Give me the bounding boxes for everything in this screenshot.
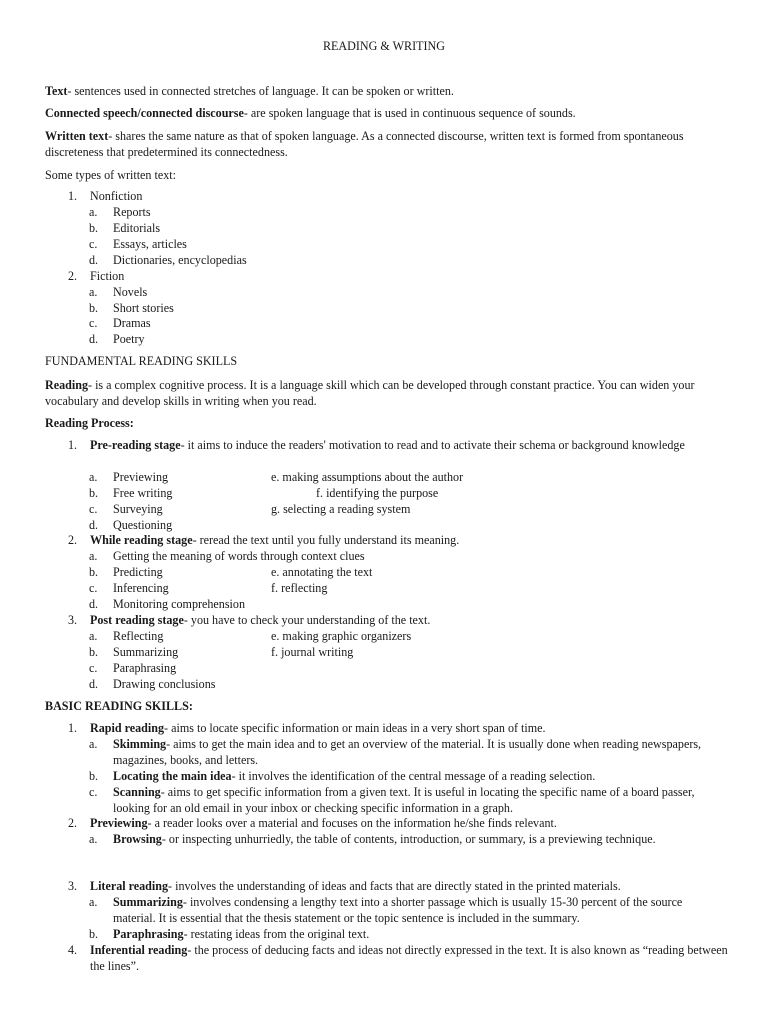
list-number: 1. [68,721,78,735]
list-letter: b. [89,927,99,941]
list-number: 2. [68,269,78,283]
list-letter: a. [89,285,98,299]
list-number: 2. [68,816,78,830]
list-letter: c. [89,316,98,330]
definition-reading [45,377,725,409]
list-number: 1. [68,189,78,203]
stage-text [90,532,459,548]
sub-skill-term: Summarizing [113,895,183,909]
list-letter: b. [89,221,99,235]
definition-term: Reading [45,378,89,392]
sub-skill-text [113,784,713,816]
list-item-col2: f. identifying the purpose [316,486,439,500]
list-letter: c. [89,581,98,595]
skill-text [90,942,730,974]
list-text: Monitoring comprehension [113,597,246,611]
list-text: Reflecting [113,629,164,643]
definition-term: Written text [45,129,109,143]
list-letter: a. [89,737,98,751]
list-number: 3. [68,879,78,893]
stage-text [90,437,720,453]
list-letter: d. [89,253,99,267]
list-letter: c. [89,237,98,251]
list-item-col2: e. annotating the text [271,565,373,579]
list-text: Questioning [113,518,173,532]
list-item-col2: g. selecting a reading system [271,502,411,516]
list-letter: c. [89,785,98,799]
sub-skill-term: Paraphrasing [113,927,184,941]
sub-skill-term: Skimming [113,737,167,751]
definition-body: - is a complex cognitive process. It is a language skill which can be developed through constant practice. You can widen your vocabulary and develop skills in writing when you read. [45,378,695,408]
sub-skill-term: Browsing [113,832,162,846]
definition-connected-speech [45,105,725,121]
list-letter: d. [89,332,99,346]
list-item-col2: e. making graphic organizers [271,629,412,643]
list-text: Paraphrasing [113,661,177,675]
skill-term: Previewing [90,816,148,830]
list-letter: c. [89,502,98,516]
section-heading-fundamental: FUNDAMENTAL READING SKILLS [45,354,238,368]
sub-skill-body: - aims to get the main idea and to get an overview of the material. It is usually done when reading newspapers, magazines, books, and letters. [113,737,702,767]
stage-term: Post reading stage [90,613,184,627]
definition-text [45,83,725,99]
list-text: Getting the meaning of words through context clues [113,549,365,563]
sub-skill-term: Scanning [113,785,161,799]
list-text: Predicting [113,565,163,579]
list-text: Drawing conclusions [113,677,216,691]
list-text: Poetry [113,332,145,346]
list-letter: b. [89,486,99,500]
list-text: Novels [113,285,148,299]
sub-skill-text [113,894,713,926]
skill-body: - a reader looks over a material and focuses on the information he/she finds relevant. [147,816,557,830]
stage-term: While reading stage [90,533,193,547]
list-item-col2: f. reflecting [271,581,328,595]
list-number: 4. [68,943,78,957]
list-text: Summarizing [113,645,179,659]
skill-term: Rapid reading [90,721,165,735]
list-letter: a. [89,205,98,219]
list-letter: d. [89,518,99,532]
sub-skill-body: - it involves the identification of the central message of a reading selection. [231,769,596,783]
skill-text [90,878,621,894]
stage-body: - you have to check your understanding of the text. [183,613,431,627]
list-letter: c. [89,661,98,675]
list-letter: d. [89,677,99,691]
definition-written-text [45,128,725,160]
sub-skill-text [113,831,713,847]
definition-body: - shares the same nature as that of spoken language. As a connected discourse, written text is formed from spontaneous discreteness that predetermined its connectedness. [45,129,684,159]
skill-term: Inferential reading [90,943,188,957]
list-letter: a. [89,549,98,563]
skill-text [90,720,546,736]
list-letter: b. [89,565,99,579]
page-title: READING & WRITING [322,39,446,53]
sub-skill-text [113,926,369,942]
list-item-col2: e. making assumptions about the author [271,470,464,484]
list-letter: b. [89,645,99,659]
skill-body: - the process of deducing facts and ideas not directly expressed in the text. It is also known as “reading between the lines”. [90,943,728,973]
skill-term: Literal reading [90,879,169,893]
stage-text [90,612,430,628]
list-number: 3. [68,613,78,627]
sub-skill-body: - restating ideas from the original text. [183,927,370,941]
list-letter: a. [89,895,98,909]
sub-skill-body: - involves condensing a lengthy text into a shorter passage which is usually 15-30 percent of the source material. It is essential that the thesis statement or the topic sentence is included in the summary. [113,895,683,925]
list-label: Fiction [90,269,125,283]
sub-skill-body: - or inspecting unhurriedly, the table of contents, introduction, or summary, is a previewing technique. [161,832,656,846]
list-text: Inferencing [113,581,169,595]
list-text: Essays, articles [113,237,187,251]
list-text: Short stories [113,301,174,315]
list-letter: b. [89,301,99,315]
sub-skill-term: Locating the main idea [113,769,232,783]
list-letter: a. [89,470,98,484]
list-text: Editorials [113,221,161,235]
section-heading-basic: BASIC READING SKILLS: [45,699,193,713]
list-letter: a. [89,629,98,643]
definition-term: Connected speech/connected discourse [45,106,244,120]
stage-body: - it aims to induce the readers' motivation to read and to activate their schema or background knowledge [180,438,685,452]
types-intro: Some types of written text: [45,168,176,182]
skill-body: - aims to locate specific information or main ideas in a very short span of time. [164,721,546,735]
skill-text [90,815,557,831]
sub-skill-body: - aims to get specific information from a given text. It is useful in locating the specific name of a board passer, looking for an old email in your inbox or checking specific information in a graph. [113,785,695,815]
sub-skill-text [113,768,595,784]
list-item-col2: f. journal writing [271,645,354,659]
skill-body: - involves the understanding of ideas and facts that are directly stated in the printed materials. [168,879,621,893]
list-letter: d. [89,597,99,611]
list-number: 2. [68,533,78,547]
list-text: Surveying [113,502,163,516]
list-text: Reports [113,205,151,219]
stage-term: Pre-reading stage [90,438,181,452]
list-text: Free writing [113,486,173,500]
definition-body: - sentences used in connected stretches of language. It can be spoken or written. [67,84,454,98]
list-text: Dramas [113,316,151,330]
list-letter: a. [89,832,98,846]
definition-body: - are spoken language that is used in continuous sequence of sounds. [243,106,576,120]
stage-body: - reread the text until you fully understand its meaning. [192,533,460,547]
list-text: Dictionaries, encyclopedias [113,253,247,267]
list-text: Previewing [113,470,169,484]
section-heading-process: Reading Process: [45,416,134,430]
list-letter: b. [89,769,99,783]
list-label: Nonfiction [90,189,143,203]
sub-skill-text [113,736,713,768]
list-number: 1. [68,438,78,452]
definition-term: Text [45,84,68,98]
